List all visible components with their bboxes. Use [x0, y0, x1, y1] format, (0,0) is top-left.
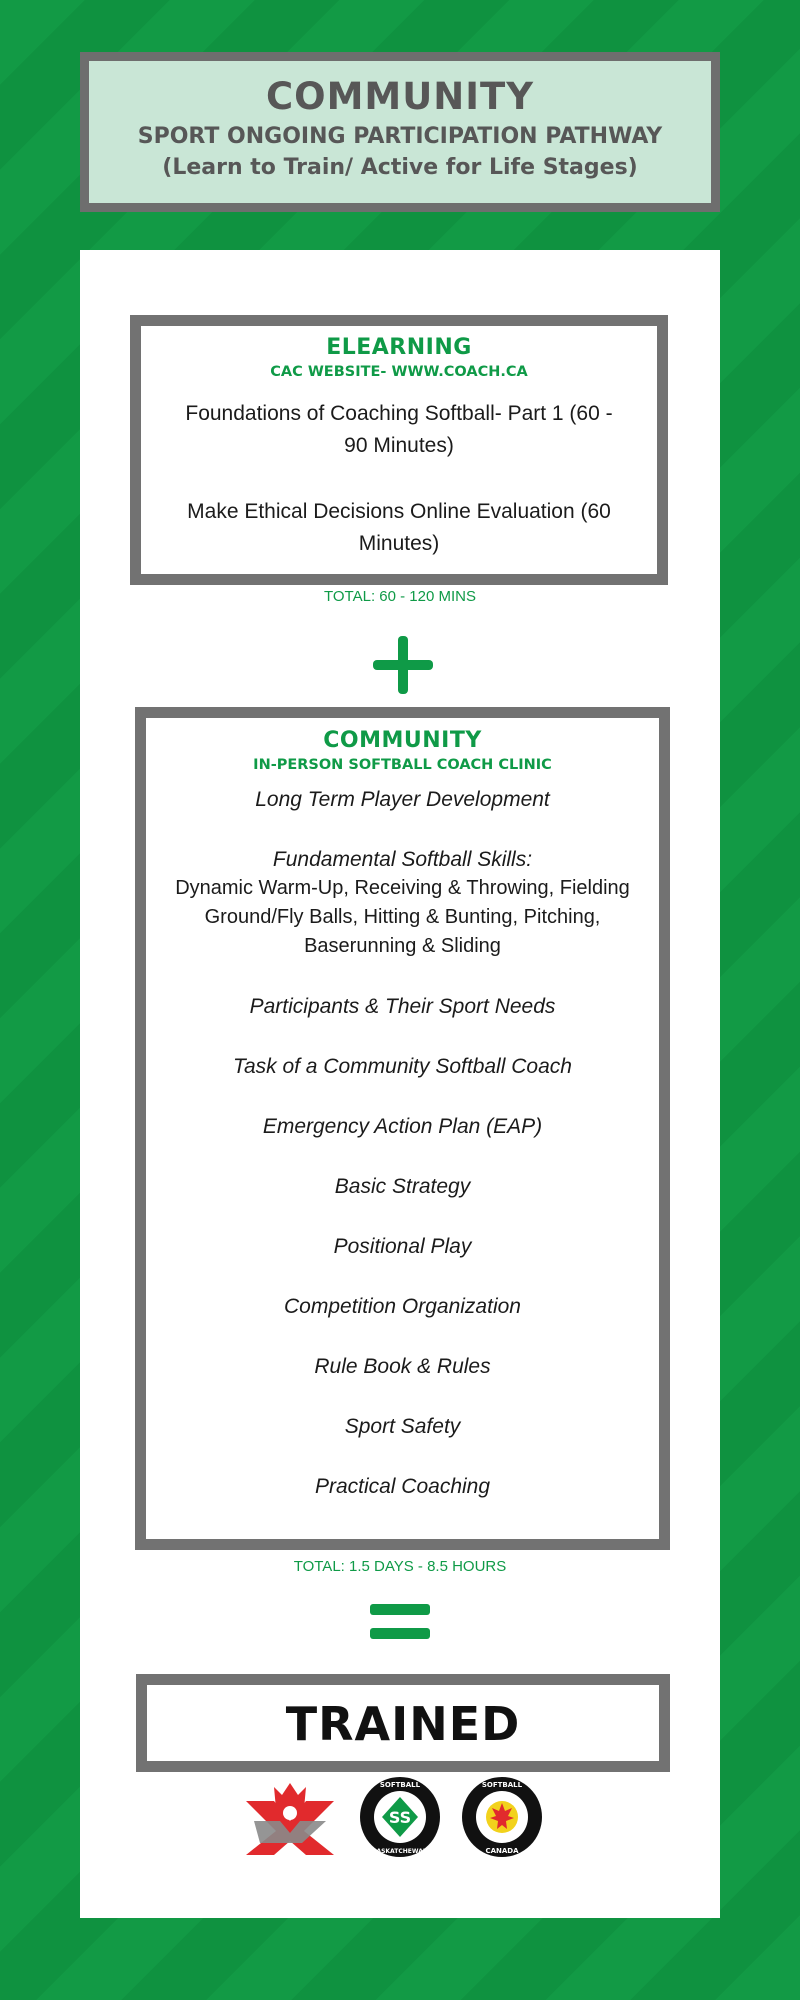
elearning-box	[130, 315, 668, 585]
sask-bottom-text: SASKATCHEWAN	[372, 1848, 428, 1855]
coaching-association-logo	[240, 1779, 340, 1855]
clinic-topic: Participants & Their Sport Needs	[249, 995, 556, 1018]
softball-saskatchewan-logo	[358, 1775, 442, 1859]
header-banner	[80, 52, 720, 212]
clinic-topic: Long Term Player Development	[255, 788, 550, 811]
elearning-course: Make Ethical Decisions Online Evaluation (60 Minutes)	[187, 500, 611, 555]
clinic-topic: Emergency Action Plan (EAP)	[262, 1115, 543, 1138]
community-title: COMMUNITY	[323, 728, 482, 753]
content-panel	[80, 250, 720, 1918]
logo-row	[80, 1775, 720, 1855]
softball-canada-logo	[460, 1775, 544, 1859]
sask-top-text: SOFTBALL	[379, 1781, 421, 1789]
skills-list: Dynamic Warm-Up, Receiving & Throwing, Fielding Ground/Fly Balls, Hitting & Bunting, Pitching, Baserunning & Sliding	[175, 877, 630, 957]
clinic-topic: Competition Organization	[284, 1295, 521, 1318]
header-title: COMMUNITY	[265, 75, 535, 118]
community-subtitle: IN-PERSON SOFTBALL COACH CLINIC	[253, 757, 552, 773]
clinic-topic: Sport Safety	[344, 1415, 461, 1438]
elearning-total: TOTAL: 60 - 120 MINS	[324, 588, 476, 605]
header-stages: (Learn to Train/ Active for Life Stages)	[162, 155, 638, 180]
header-subtitle: SPORT ONGOING PARTICIPATION PATHWAY	[137, 124, 663, 149]
clinic-topic: Rule Book & Rules	[314, 1355, 491, 1378]
clinic-topic: Positional Play	[333, 1235, 472, 1258]
elearning-course: Foundations of Coaching Softball- Part 1 (60 - 90 Minutes)	[185, 402, 613, 457]
sask-mid-text: SS	[388, 1808, 412, 1827]
community-total: TOTAL: 1.5 DAYS - 8.5 HOURS	[293, 1558, 507, 1575]
elearning-title: ELEARNING	[326, 335, 472, 360]
elearning-subtitle: CAC WEBSITE- WWW.COACH.CA	[270, 364, 528, 380]
trained-label: TRAINED	[285, 1697, 521, 1751]
canada-top-text: SOFTBALL	[481, 1781, 523, 1789]
community-clinic-box	[135, 707, 670, 1550]
clinic-topic: Task of a Community Softball Coach	[233, 1055, 572, 1078]
trained-box	[136, 1674, 670, 1772]
clinic-topic: Practical Coaching	[314, 1475, 491, 1498]
canada-bottom-text: CANADA	[485, 1847, 519, 1855]
skills-heading: Fundamental Softball Skills:	[272, 848, 533, 871]
clinic-topic: Basic Strategy	[334, 1175, 471, 1198]
